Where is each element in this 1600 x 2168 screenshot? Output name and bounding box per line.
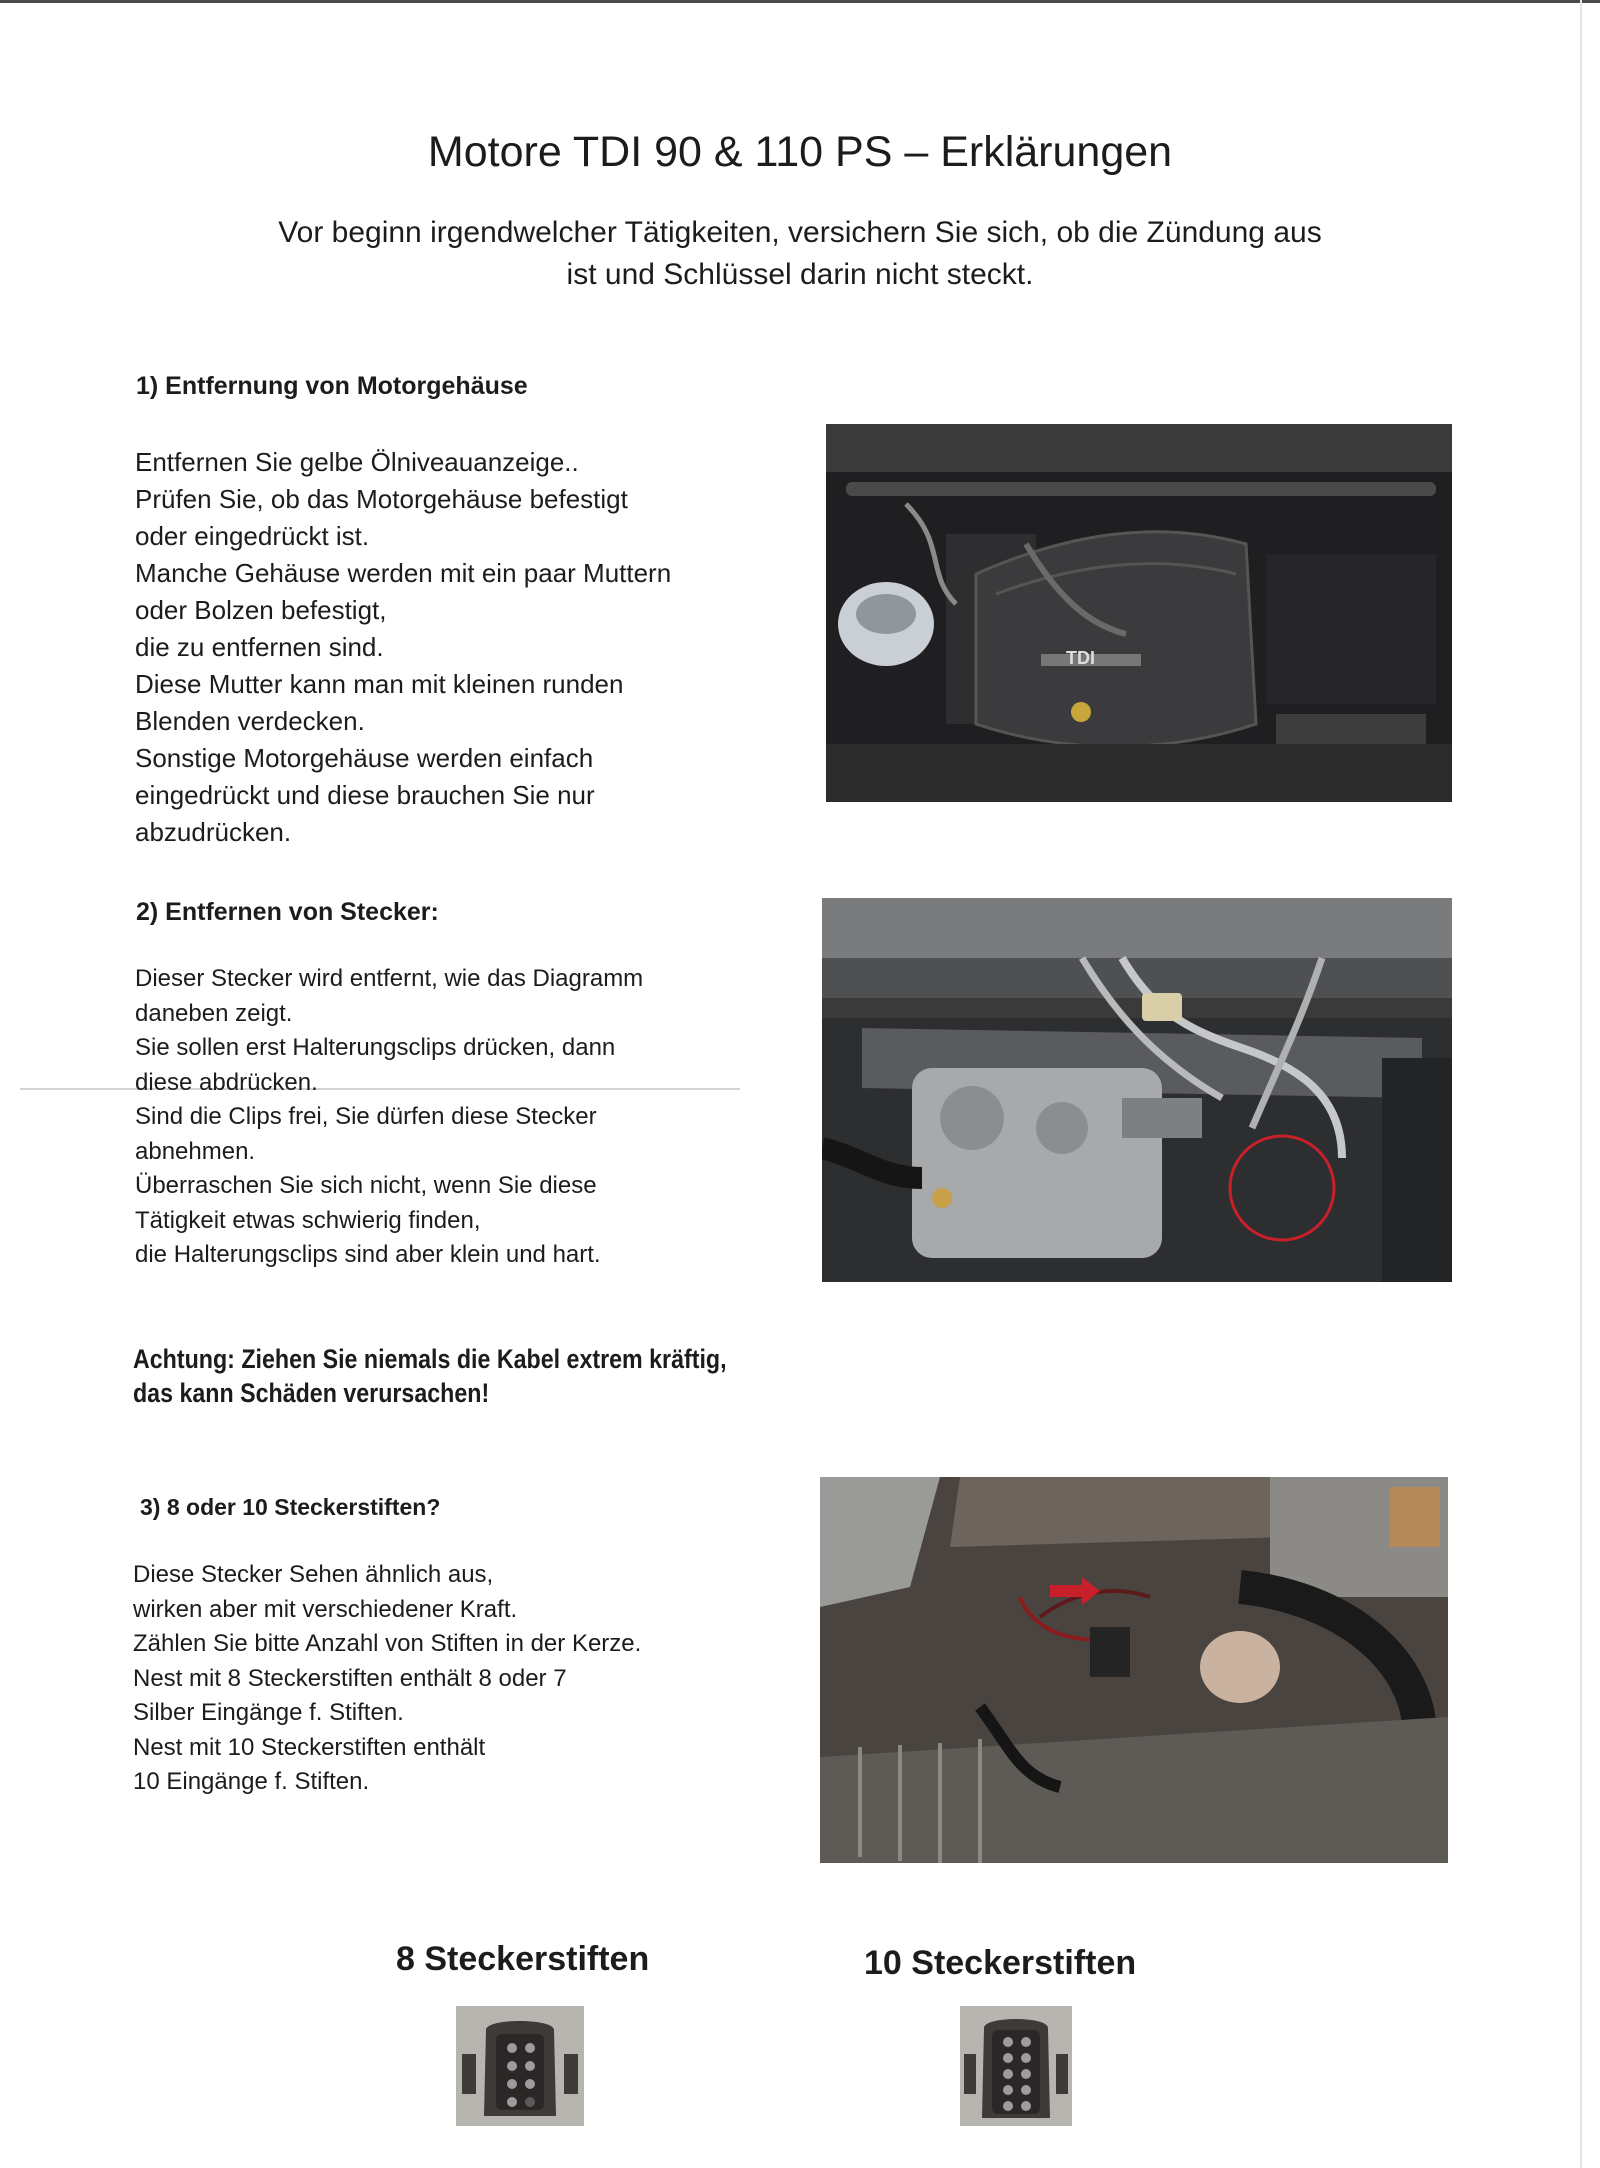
section-1-text: [135, 444, 815, 851]
text-line: Manche Gehäuse werden mit ein paar Muttern: [135, 558, 672, 588]
warning-line: das kann Schäden verursachen!: [133, 1378, 490, 1408]
connector-location-illustration: [820, 1477, 1448, 1863]
warning-notice: [133, 1342, 727, 1410]
injection-pump-photo: [822, 898, 1452, 1282]
text-line: oder Bolzen befestigt,: [135, 595, 387, 625]
injection-pump-illustration: [822, 898, 1452, 1282]
text-line: die zu entfernen sind.: [135, 632, 384, 662]
text-line: Prüfen Sie, ob das Motorgehäuse befestigt: [135, 484, 628, 514]
text-line: 10 Eingänge f. Stiften.: [133, 1768, 370, 1795]
eight-pin-connector-image: [456, 2006, 584, 2126]
text-line: Silber Eingänge f. Stiften.: [133, 1699, 404, 1726]
text-line: Überraschen Sie sich nicht, wenn Sie diese: [135, 1172, 597, 1199]
text-line: eingedrückt und diese brauchen Sie nur: [135, 780, 595, 810]
section-1-heading: 1) Entfernung von Motorgehäuse: [136, 372, 528, 400]
section-2-heading: 2) Entfernen von Stecker:: [136, 898, 439, 926]
text-line: die Halterungsclips sind aber klein und hart.: [135, 1241, 601, 1268]
ten-pin-connector-image: [960, 2006, 1072, 2126]
scan-right-edge: [1580, 0, 1582, 2168]
intro-line: Vor beginn irgendwelcher Tätigkeiten, versichern Sie sich, ob die Zündung aus: [278, 216, 1322, 249]
engine-bay-photo: [826, 424, 1452, 802]
scan-top-edge: [0, 0, 1600, 3]
warning-line: Achtung: Ziehen Sie niemals die Kabel extrem kräftig,: [133, 1344, 727, 1374]
text-line: wirken aber mit verschiedener Kraft.: [133, 1595, 518, 1623]
text-line: diese abdrücken.: [135, 1068, 318, 1096]
text-line: daneben zeigt.: [135, 999, 293, 1027]
eight-pin-label: 8 Steckerstiften: [396, 1940, 650, 1978]
intro-text: [200, 212, 1400, 296]
text-line: Entfernen Sie gelbe Ölniveauanzeige..: [135, 447, 579, 477]
text-line: Sonstige Motorgehäuse werden einfach: [135, 743, 594, 773]
text-line: abnehmen.: [135, 1137, 256, 1165]
text-line: Dieser Stecker wird entfernt, wie das Diagramm: [135, 965, 644, 992]
page-title: Motore TDI 90 & 110 PS – Erklärungen: [427, 128, 1173, 176]
text-line: Tätigkeit etwas schwierig finden,: [135, 1206, 481, 1234]
intro-line: ist und Schlüssel darin nicht steckt.: [566, 258, 1034, 291]
text-line: Nest mit 10 Steckerstiften enthält: [133, 1733, 486, 1761]
connector-location-photo: [820, 1477, 1448, 1863]
section-2-text: [135, 962, 815, 1273]
text-line: abzudrücken.: [135, 817, 292, 847]
text-line: Blenden verdecken.: [135, 706, 365, 736]
eight-pin-connector-illustration: [456, 2006, 584, 2126]
text-line: Diese Mutter kann man mit kleinen runden: [135, 669, 624, 699]
ten-pin-label: 10 Steckerstiften: [864, 1944, 1137, 1982]
engine-cover-badge: TDI: [1066, 648, 1095, 668]
section-3-text: [133, 1558, 813, 1800]
text-line: Sie sollen erst Halterungsclips drücken, dann: [135, 1034, 616, 1061]
text-line: Diese Stecker Sehen ähnlich aus,: [133, 1561, 494, 1588]
text-line: Zählen Sie bitte Anzahl von Stiften in der Kerze.: [133, 1630, 642, 1657]
text-line: Sind die Clips frei, Sie dürfen diese Stecker: [135, 1103, 597, 1130]
section-3-heading: 3) 8 oder 10 Steckerstiften?: [140, 1494, 441, 1520]
text-line: oder eingedrückt ist.: [135, 521, 370, 551]
text-line: Nest mit 8 Steckerstiften enthält 8 oder 7: [133, 1664, 567, 1692]
ten-pin-connector-illustration: [960, 2006, 1072, 2126]
engine-bay-illustration: [826, 424, 1452, 802]
